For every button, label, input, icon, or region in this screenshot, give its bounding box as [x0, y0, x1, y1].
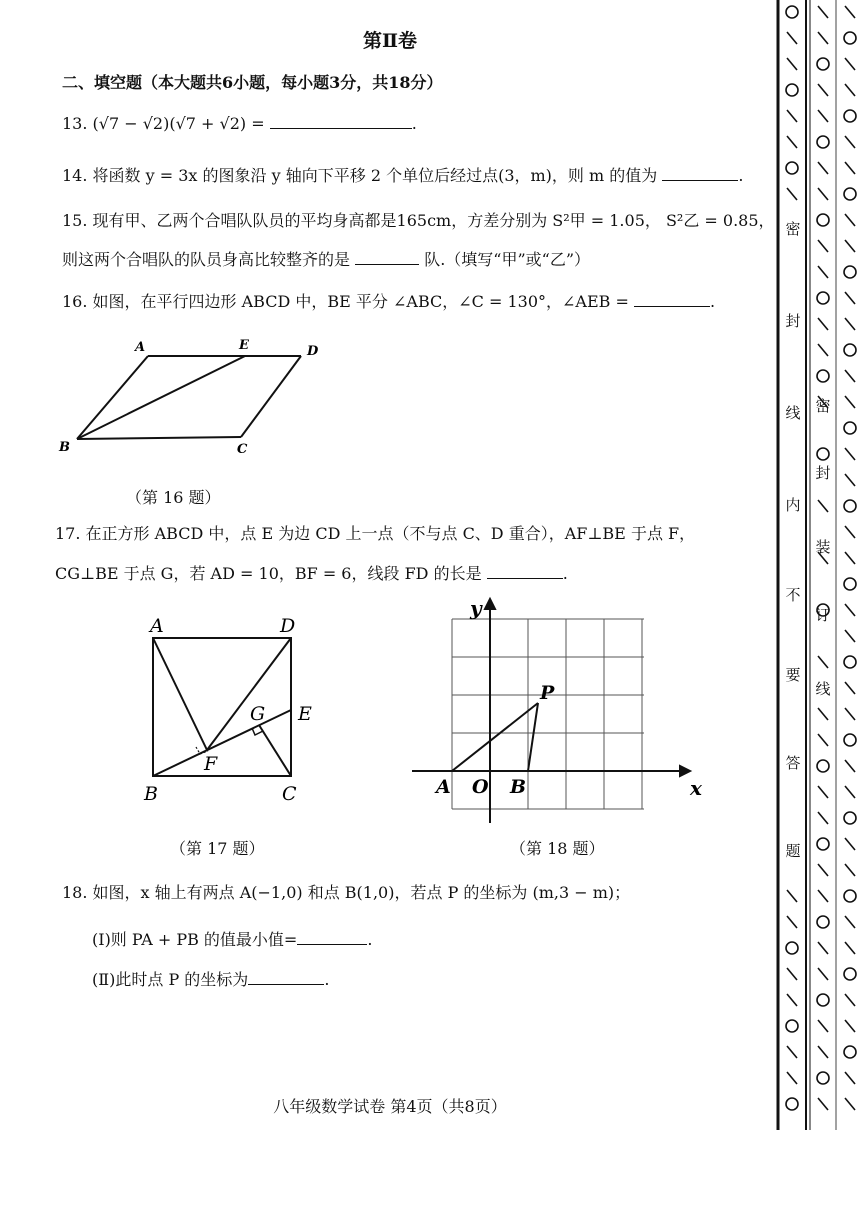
seal-slash-mark: [845, 994, 855, 1006]
seal-slash-mark: [818, 344, 828, 356]
label-a: A: [135, 340, 146, 355]
seal-slash-mark: [818, 240, 828, 252]
seal-circle-mark: [817, 760, 829, 772]
seal-slash-mark: [787, 890, 797, 902]
seal-slash-mark: [818, 1098, 828, 1110]
segment-af: [153, 638, 207, 750]
label-b: B: [510, 776, 527, 798]
seal-circle-mark: [786, 942, 798, 954]
seal-slash-mark: [818, 812, 828, 824]
seal-slash-mark: [787, 188, 797, 200]
label-e: E: [239, 338, 249, 353]
seal-slash-mark: [845, 760, 855, 772]
seal-slash-mark: [818, 188, 828, 200]
figure-18-caption: （第 18 题）: [510, 839, 605, 858]
seal-slash-mark: [818, 32, 828, 44]
seal-slash-mark: [845, 942, 855, 954]
seal-slash-mark: [818, 318, 828, 330]
edge-cb: [77, 437, 241, 439]
seal-circle-mark: [844, 188, 856, 200]
question-18-part1: (Ⅰ)则 PA + PB 的值最小值= .: [92, 930, 373, 949]
seal-circle-mark: [786, 162, 798, 174]
question-18-part2: (Ⅱ)此时点 P 的坐标为 .: [92, 970, 330, 989]
seal-slash-mark: [845, 370, 855, 382]
seal-circle-mark: [817, 1072, 829, 1084]
section-heading: 二、填空题（本大题共6小题，每小题3分，共18分）: [62, 73, 443, 92]
seal-circle-mark: [786, 1098, 798, 1110]
question-13-text: 13. (√7 − √2)(√7 + √2) =: [62, 114, 265, 133]
seal-slash-mark: [845, 1072, 855, 1084]
seal-slash-mark: [845, 58, 855, 70]
question-14: 14. 将函数 y = 3x 的图象沿 y 轴向下平移 2 个单位后经过点(3，m)，则 m 的值为 .: [62, 166, 744, 185]
seal-slash-mark: [845, 162, 855, 174]
label-b: B: [144, 783, 158, 805]
binding-inner-char-2: 封: [815, 464, 831, 482]
figure-16-parallelogram: [55, 335, 335, 460]
seal-slash-mark: [787, 110, 797, 122]
seal-circle-mark: [817, 370, 829, 382]
seal-slash-mark: [818, 6, 828, 18]
seal-circle-mark: [817, 994, 829, 1006]
seal-slash-mark: [787, 1046, 797, 1058]
binding-char-6: 要: [785, 666, 801, 684]
label-o: O: [472, 776, 489, 798]
seal-slash-mark: [845, 786, 855, 798]
seal-circle-mark: [844, 32, 856, 44]
answer-blank-13[interactable]: [270, 112, 412, 129]
seal-circle-mark: [844, 1046, 856, 1058]
seal-circle-mark: [844, 968, 856, 980]
seal-slash-mark: [845, 604, 855, 616]
seal-circle-mark: [817, 136, 829, 148]
label-c: C: [282, 783, 297, 805]
answer-blank-17[interactable]: [487, 562, 563, 579]
edge-dc: [241, 356, 301, 437]
seal-slash-mark: [845, 526, 855, 538]
seal-slash-mark: [818, 266, 828, 278]
seal-slash-mark: [818, 942, 828, 954]
figure-16-caption: （第 16 题）: [126, 488, 221, 507]
seal-slash-mark: [845, 1098, 855, 1110]
binding-char-3: 线: [785, 404, 801, 422]
seal-circle-mark: [817, 838, 829, 850]
segment-df: [207, 638, 291, 750]
seal-slash-mark: [845, 474, 855, 486]
seal-slash-mark: [845, 448, 855, 460]
binding-inner-char-4: 订: [815, 606, 831, 624]
binding-inner-char-5: 线: [815, 680, 831, 698]
seal-slash-mark: [787, 58, 797, 70]
label-p: P: [540, 682, 555, 704]
answer-blank-18-1[interactable]: [297, 928, 367, 945]
seal-circle-mark: [786, 6, 798, 18]
seal-slash-mark: [845, 84, 855, 96]
question-13: 13. (√7 − √2)(√7 + √2) = .: [62, 114, 417, 133]
seal-slash-mark: [845, 6, 855, 18]
seal-slash-mark: [787, 32, 797, 44]
seal-slash-mark: [818, 968, 828, 980]
question-17-line1: 17. 在正方形 ABCD 中，点 E 为边 CD 上一点（不与点 C、D 重合），AF⊥BE 于点 F，: [55, 524, 696, 543]
seal-slash-mark: [845, 916, 855, 928]
seal-circle-mark: [817, 916, 829, 928]
answer-blank-16[interactable]: [634, 290, 710, 307]
label-x: x: [690, 776, 702, 800]
binding-inner-char-3: 装: [815, 538, 831, 556]
seal-slash-mark: [818, 1020, 828, 1032]
label-y: y: [470, 596, 482, 620]
question-16: 16. 如图，在平行四边形 ABCD 中，BE 平分 ∠ABC，∠C = 130°，∠AEB = .: [62, 292, 716, 311]
seal-slash-mark: [787, 1072, 797, 1084]
question-15-line1: 15. 现有甲、乙两个合唱队队员的平均身高都是165cm，方差分别为 S²甲 = 1.05， S²乙 = 0.85，: [62, 211, 775, 230]
binding-char-4: 内: [785, 496, 801, 514]
label-b: B: [59, 440, 70, 455]
seal-circle-mark: [844, 890, 856, 902]
seal-slash-mark: [845, 318, 855, 330]
seal-circle-mark: [844, 578, 856, 590]
seal-slash-mark: [845, 240, 855, 252]
figure-17-square: [138, 610, 328, 810]
segment-pb: [528, 703, 538, 771]
seal-slash-mark: [845, 292, 855, 304]
page-footer: 八年级数学试卷 第4页（共8页）: [273, 1097, 507, 1116]
seal-slash-mark: [845, 838, 855, 850]
binding-char-1: 密: [785, 220, 801, 238]
seal-circle-mark: [817, 58, 829, 70]
square-abcd: [153, 638, 291, 776]
seal-circle-mark: [786, 1020, 798, 1032]
label-e: E: [298, 703, 312, 725]
seal-slash-mark: [818, 110, 828, 122]
section-title: 第Ⅱ卷: [362, 30, 417, 52]
seal-circle-mark: [844, 422, 856, 434]
binding-char-7: 答: [785, 754, 801, 772]
seal-slash-mark: [845, 682, 855, 694]
label-a: A: [436, 776, 451, 798]
question-17-line2: CG⊥BE 于点 G，若 AD = 10，BF = 6，线段 FD 的长是 .: [55, 564, 568, 583]
label-c: C: [237, 442, 248, 457]
seal-slash-mark: [818, 890, 828, 902]
seal-slash-mark: [845, 630, 855, 642]
segment-be: [77, 356, 245, 439]
seal-slash-mark: [845, 708, 855, 720]
seal-slash-mark: [845, 552, 855, 564]
figure-17-caption: （第 17 题）: [170, 839, 265, 858]
edge-ba: [77, 356, 148, 439]
label-a: A: [150, 615, 164, 637]
seal-slash-mark: [818, 786, 828, 798]
seal-circle-mark: [844, 812, 856, 824]
seal-slash-mark: [787, 916, 797, 928]
label-d: D: [307, 344, 319, 359]
seal-slash-mark: [845, 396, 855, 408]
seal-pattern: [786, 6, 856, 1110]
binding-inner-char-1: 密: [815, 397, 831, 415]
seal-circle-mark: [844, 266, 856, 278]
seal-circle-mark: [844, 110, 856, 122]
seal-circle-mark: [817, 448, 829, 460]
answer-blank-14[interactable]: [662, 164, 738, 181]
seal-circle-mark: [844, 734, 856, 746]
binding-char-2: 封: [785, 312, 801, 330]
y-axis-arrow: [485, 599, 495, 609]
seal-circle-mark: [817, 292, 829, 304]
question-15-line2: 则这两个合唱队的队员身高比较整齐的是 队.（填写“甲”或“乙”）: [62, 250, 591, 269]
seal-slash-mark: [787, 994, 797, 1006]
seal-slash-mark: [818, 656, 828, 668]
seal-slash-mark: [818, 500, 828, 512]
segment-pa: [452, 703, 538, 771]
seal-circle-mark: [786, 84, 798, 96]
seal-slash-mark: [787, 968, 797, 980]
question-18-line1: 18. 如图，x 轴上有两点 A(−1,0) 和点 B(1,0)，若点 P 的坐标为 (m,3 − m)；: [62, 883, 631, 902]
seal-slash-mark: [818, 734, 828, 746]
seal-slash-mark: [818, 1046, 828, 1058]
seal-slash-mark: [845, 136, 855, 148]
label-g: G: [250, 703, 266, 725]
seal-slash-mark: [845, 864, 855, 876]
seal-slash-mark: [818, 864, 828, 876]
seal-circle-mark: [844, 656, 856, 668]
answer-blank-15[interactable]: [355, 248, 419, 265]
seal-slash-mark: [787, 136, 797, 148]
seal-slash-mark: [845, 1020, 855, 1032]
binding-char-5: 不: [785, 586, 801, 604]
label-f: F: [204, 753, 218, 775]
seal-circle-mark: [817, 214, 829, 226]
question-14-text: 14. 将函数 y = 3x 的图象沿 y 轴向下平移 2 个单位后经过点(3，m)，则 m 的值为: [62, 166, 658, 185]
seal-slash-mark: [818, 162, 828, 174]
binding-char-8: 题: [785, 842, 801, 860]
segment-cg: [259, 725, 291, 776]
x-axis-arrow: [680, 766, 690, 776]
seal-slash-mark: [818, 84, 828, 96]
label-d: D: [280, 615, 296, 637]
binding-margin: [774, 0, 860, 1216]
seal-circle-mark: [844, 500, 856, 512]
question-16-text: 16. 如图，在平行四边形 ABCD 中，BE 平分 ∠ABC，∠C = 130°，∠AEB =: [62, 292, 629, 311]
seal-slash-mark: [818, 708, 828, 720]
figure-18-coordinate-grid: [400, 595, 720, 827]
seal-circle-mark: [844, 344, 856, 356]
seal-slash-mark: [845, 214, 855, 226]
answer-blank-18-2[interactable]: [248, 968, 324, 985]
